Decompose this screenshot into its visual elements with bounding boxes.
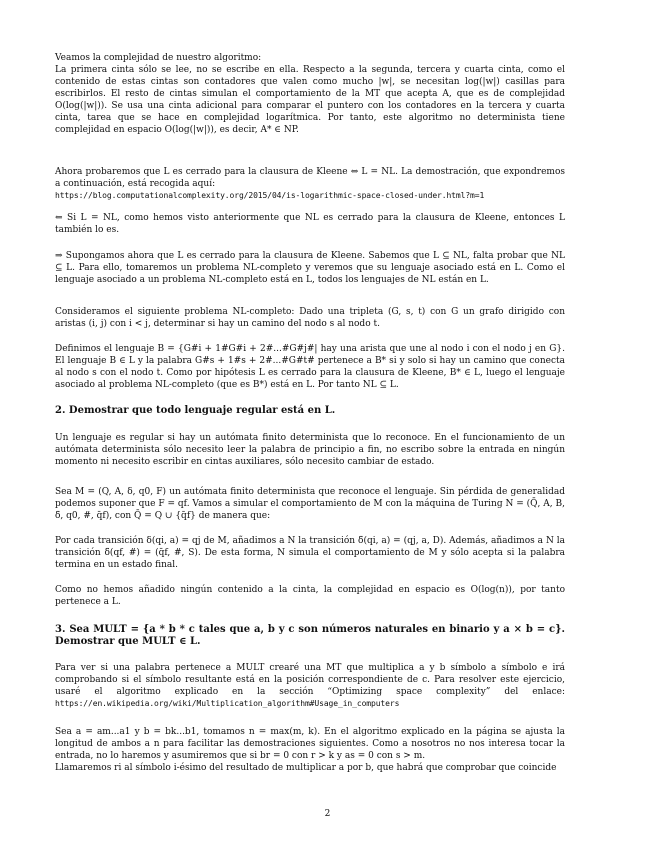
paragraph-text: Veamos la complejidad de nuestro algoritmo: xyxy=(55,53,262,63)
paragraph-text: Por cada transición δ(qi, a) = qj de M, añadimos a N la transición δ̄(qi, a) = (qj, a, D). Además, añadimos a N la transición δ̄(qf, #) = (q̄f, #, S). De esta forma, N simula el comportamiento de M y sólo acepta si la palabra termina en un estado final. xyxy=(55,536,565,570)
paragraph-mult-detail xyxy=(55,726,565,774)
paragraph-kleene xyxy=(55,166,565,202)
url-link[interactable]: https://en.wikipedia.org/wiki/Multiplication_algorithm#Usage_in_computers xyxy=(55,699,400,708)
paragraph-text: ⇐ Si L = NL, como hemos visto anteriormente que NL es cerrado para la clausura de Kleene, entonces L también lo es. xyxy=(55,213,565,235)
paragraph-regular xyxy=(55,432,565,468)
paragraph-text: Consideramos el siguiente problema NL-completo: Dado una tripleta (G, s, t) con G un grafo dirigido con aristas (i, j) con i < j, determinar si hay un camino del nodo s al nodo t. xyxy=(55,307,565,329)
paragraph-text: La primera cinta sólo se lee, no se escribe en ella. Respecto a la segunda, tercera y cuarta cinta, como el contenido de estas cintas son contadores que valen como mucho |w|, se necesitan log(|w|) casillas para escribirlos. El resto de cintas simulan el comportamiento de la MT que acepta A, que es de complejidad O(log(|w|)). Se usa una cinta adicional para comparar el puntero con los contadores en la tercera y cuarta cinta, tarea que se hace en complejidad logarítmica. Por tanto, este algoritmo no determinista tiene complejidad en espacio O(log(|w|)), es decir, A* ∈ NP. xyxy=(55,65,565,135)
paragraph-nl-complete xyxy=(55,306,565,330)
paragraph-mult xyxy=(55,662,565,710)
paragraph-automaton xyxy=(55,486,565,522)
paragraph-text: Ahora probaremos que L es cerrado para la clausura de Kleene ⇔ L = NL. La demostración, que expondremos a continuación, está recogida aquí: xyxy=(55,167,565,189)
paragraph-text: Llamaremos ri al símbolo i-ésimo del resultado de multiplicar a por b, que habrá que comprobar que coincide xyxy=(55,763,557,773)
paragraph-text xyxy=(55,662,565,710)
heading-text: 3. Sea MULT = {a * b * c tales que a, b y c son números naturales en binario y a × b = c}. Demostrar que MULT ∈ L. xyxy=(55,624,565,647)
paragraph-space xyxy=(55,584,565,608)
paragraph-span: Para ver si una palabra pertenece a MULT crearé una MT que multiplica a y b símbolo a símbolo e irá comprobando si el símbolo resultante está en la posición correspondiente de c. Para resolver este ejercicio, usaré el algoritmo explicado en la sección “Optimizing space complexity” del enlace: xyxy=(55,663,565,697)
paragraph-text: Un lenguaje es regular si hay un autómata finito determinista que lo reconoce. En el funcionamiento de un autómata determinista sólo necesito leer la palabra de principio a fin, no escribo sobre la entrada en ningún momento ni necesito escribir en cintas auxiliares, sólo necesito cambiar de estado. xyxy=(55,433,565,467)
paragraph-text: Como no hemos añadido ningún contenido a la cinta, la complejidad en espacio es O(log(n)), por tanto pertenece a L. xyxy=(55,585,565,607)
section-heading-3 xyxy=(55,624,565,648)
section-heading-2 xyxy=(55,405,565,417)
paragraph-text: Definimos el lenguaje B = {G#i + 1#G#i + 2#...#G#j#| hay una arista que une al nodo i con el nodo j en G}. El lenguaje B ∈ L y la palabra G#s + 1#s + 2#...#G#t# pertenece a B* si y solo si hay un camino que conecta al nodo s con el nodo t. Como por hipótesis L es cerrado para la clausura de Kleene, B* ∈ L, luego el lenguaje asociado al problema NL-completo (que es B*) está en L. Por tanto NL ⊆ L. xyxy=(55,344,565,390)
paragraph-language-b xyxy=(55,343,565,391)
paragraph-left-arrow xyxy=(55,212,565,236)
heading-text: 2. Demostrar que todo lenguaje regular está en L. xyxy=(55,405,336,416)
url-link[interactable]: https://blog.computationalcomplexity.org/2015/04/is-logarithmic-space-closed-under.html?m=1 xyxy=(55,191,485,200)
paragraph-transitions xyxy=(55,535,565,571)
paragraph-text: ⇒ Supongamos ahora que L es cerrado para la clausura de Kleene. Sabemos que L ⊆ NL, falta probar que NL ⊆ L. Para ello, tomaremos un problema NL-completo y veremos que su lenguaje asociado está en L. Como el lenguaje asociado a un problema NL-completo está en L, todos los lenguajes de NL están en L. xyxy=(55,251,565,285)
paragraph-right-arrow xyxy=(55,250,565,286)
paragraph-text: Sea a = am...a1 y b = bk...b1, tomamos n = max(m, k). En el algoritmo explicado en la página se ajusta la longitud de ambos a n para facilitar las demostraciones siguientes. Como a nosotros no nos interesa tocar la entrada, no lo haremos y asumiremos que si br = 0 con r > k y as = 0 con s > m. xyxy=(55,727,565,761)
page-number: 2 xyxy=(324,809,331,819)
paragraph-text: Sea M = (Q, A, δ, q0, F) un autómata finito determinista que reconoce el lenguaje. Sin pérdida de generalidad podemos suponer que F = qf. Vamos a simular el comportamiento de M con la máquina de Turing N = (Q̄, A, B, δ̄, q0, #, q̄f), con Q̄ = Q ∪ {q̄f} de manera que: xyxy=(55,487,565,521)
paragraph-intro xyxy=(55,52,565,136)
